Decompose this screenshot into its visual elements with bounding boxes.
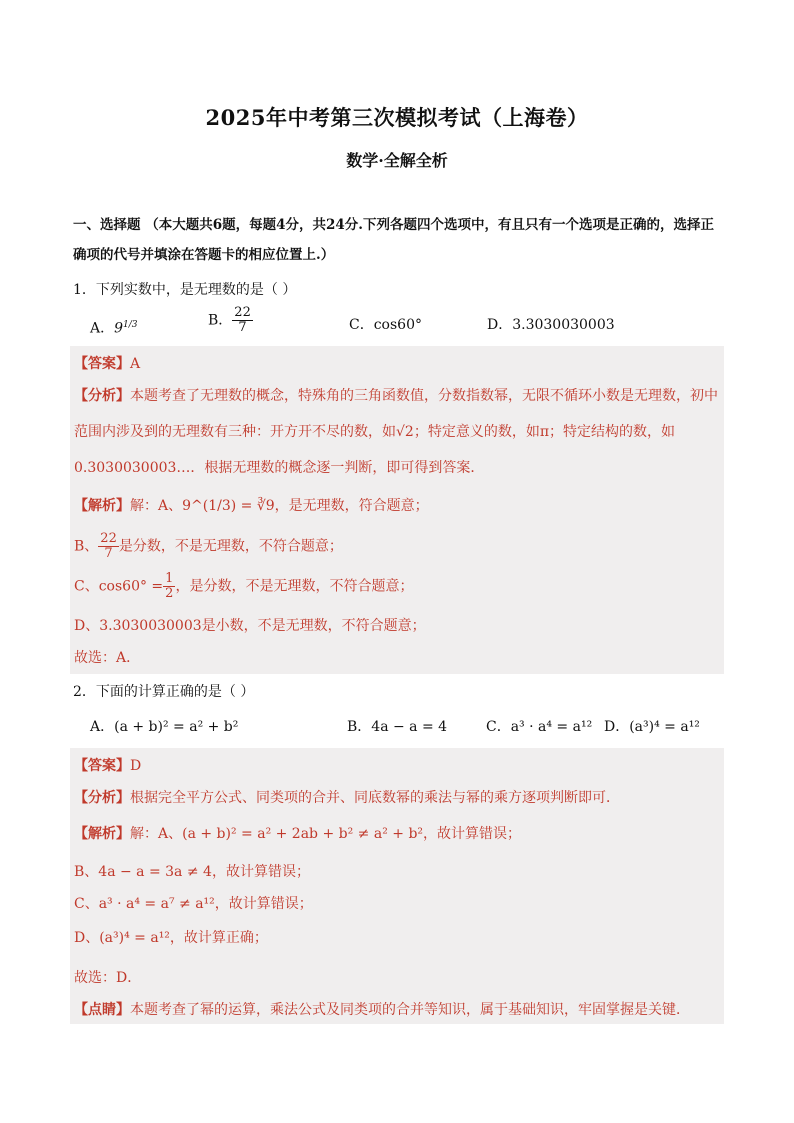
page-title: 2025年中考第三次模拟考试（上海卷） [205, 105, 589, 130]
q1-option-b [208, 306, 253, 335]
q2-option-c: C．a³ · a⁴ = a¹² [486, 719, 593, 735]
q1-jiexi-d: D、3.3030030003是小数，不是无理数，不符合题意； [74, 618, 426, 634]
q2-dianjing-text: 本题考查了幂的运算，乘法公式及同类项的合并等知识，属于基础知识，牢固掌握是关键． [130, 1002, 690, 1018]
q2-jiexi-a [74, 824, 521, 844]
q2-dianjing [74, 1000, 690, 1020]
section-heading: 一、选择题 （本大题共6题，每题4分，共24分.下列各题四个选项中，有且只有一个选项是正确的，选择正确项的代号并填涂在答题卡的相应位置上.） [73, 217, 714, 263]
q1-jiexi-a [74, 496, 429, 516]
q1-jiexi-c [74, 572, 413, 601]
q1-answer [74, 354, 140, 374]
q1-jiexi-b-text: 是分数，不是无理数，不符合题意； [118, 538, 343, 555]
q1-option-d: D．3.3030030003 [487, 317, 615, 333]
q1-analysis-line-3: 0.3030030003…．根据无理数的概念逐一判断，即可得到答案． [74, 460, 485, 476]
q2-answer [74, 756, 141, 776]
q2-option-b: B．4a − a = 4 [347, 719, 448, 735]
question-1-stem: 1．下列实数中，是无理数的是（ ） [73, 282, 297, 298]
q1-option-a-label: A． [90, 320, 115, 337]
q1-jiexi-b-label: B、 [74, 538, 99, 555]
q1-choose: 故选：A． [74, 650, 141, 666]
q2-option-d: D．(a³)⁴ = a¹² [604, 719, 700, 735]
q2-analysis-tag: 【分析】 [74, 790, 130, 806]
q1-option-b-label: B． [208, 312, 233, 329]
q1-answer-value: A [130, 356, 141, 372]
q1-jiexi-b-numerator: 22 [100, 531, 117, 546]
q2-option-a: A．(a + b)² = a² + b² [90, 719, 239, 735]
q1-jiexi-a-text: 解：A、9^(1/3) = ∛9，是无理数，符合题意； [130, 498, 429, 514]
q2-choose: 故选：D． [74, 970, 142, 986]
q2-dianjing-tag: 【点睛】 [74, 1002, 130, 1018]
q1-option-a-exp: 1/3 [123, 320, 138, 330]
q2-solution-box [70, 748, 724, 1024]
q1-jiexi-b [74, 532, 343, 561]
q1-jiexi-c-denominator: 2 [165, 586, 174, 601]
page-subtitle: 数学·全解全析 [346, 151, 448, 170]
q1-analysis-tag: 【分析】 [74, 388, 130, 404]
q1-jiexi-c-label: C、cos60° = [74, 578, 164, 595]
q1-jiexi-tag: 【解析】 [74, 498, 130, 514]
q1-option-b-denominator: 7 [238, 320, 247, 335]
q1-answer-tag: 【答案】 [74, 356, 130, 372]
q1-jiexi-c-numerator: 1 [165, 571, 174, 586]
q1-analysis-line-1 [74, 386, 718, 406]
q2-answer-value: D [130, 758, 142, 774]
q1-option-a-base: 9 [114, 320, 124, 337]
q2-jiexi-c: C、a³ · a⁴ = a⁷ ≠ a¹²，故计算错误； [74, 896, 313, 912]
q1-solution-box [70, 346, 724, 674]
q1-jiexi-b-denominator: 7 [104, 546, 113, 561]
q2-answer-tag: 【答案】 [74, 758, 130, 774]
q2-jiexi-b: B、4a − a = 3a ≠ 4，故计算错误； [74, 864, 310, 880]
question-2-stem: 2．下面的计算正确的是（ ） [73, 684, 255, 700]
q1-option-a [90, 315, 138, 339]
q1-option-b-numerator: 22 [234, 305, 251, 320]
q1-option-c: C．cos60° [349, 317, 422, 333]
q2-analysis [74, 788, 620, 808]
q2-jiexi-tag: 【解析】 [74, 826, 130, 842]
q1-analysis-line-2: 范围内涉及到的无理数有三种：开方开不尽的数，如√2；特定意义的数，如π；特定结构的数，如 [74, 424, 676, 440]
q2-analysis-text: 根据完全平方公式、同类项的合并、同底数幂的乘法与幂的乘方逐项判断即可． [130, 790, 620, 806]
q1-jiexi-c-text: ，是分数，不是无理数，不符合题意； [175, 578, 414, 595]
q2-jiexi-d: D、(a³)⁴ = a¹²，故计算正确； [74, 930, 268, 946]
q2-jiexi-a-text: 解：A、(a + b)² = a² + 2ab + b² ≠ a² + b²，故计算错误； [130, 826, 522, 842]
q1-analysis-text-1: 本题考查了无理数的概念，特殊角的三角函数值，分数指数幂，无限不循环小数是无理数，初中 [130, 388, 718, 404]
